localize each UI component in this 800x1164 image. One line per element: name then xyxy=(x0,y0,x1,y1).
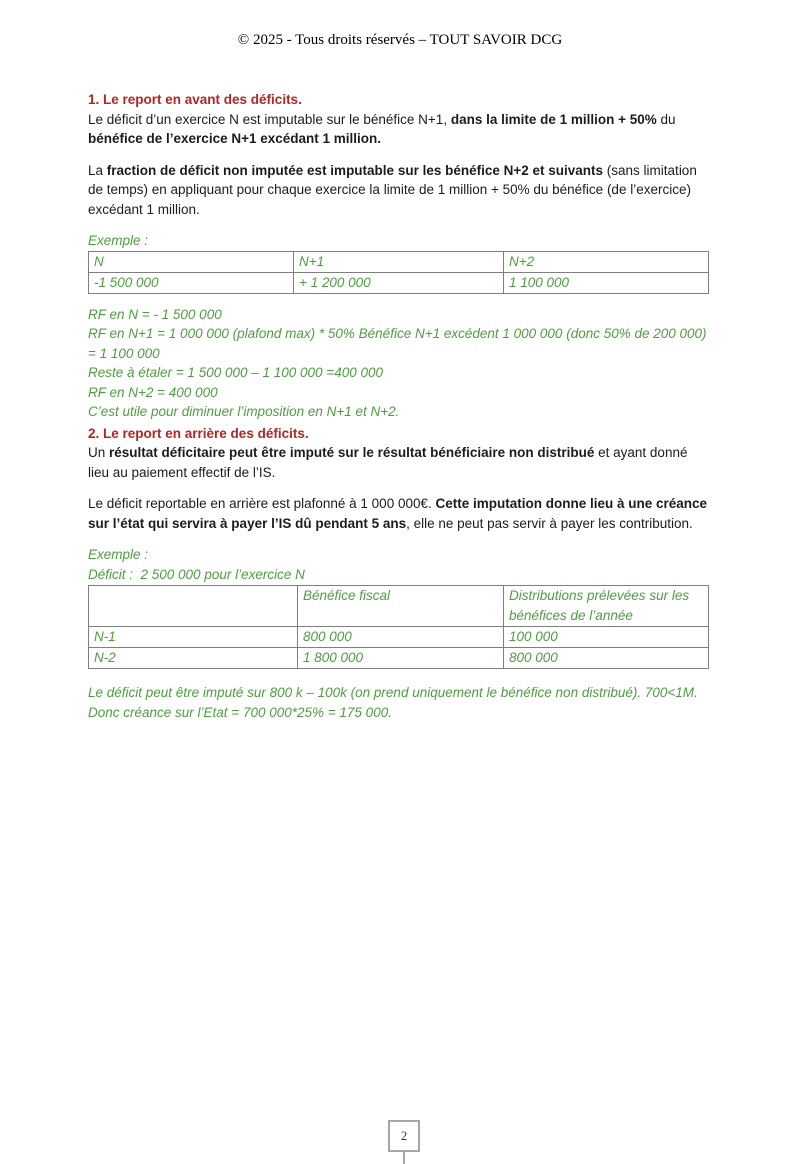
section1-deficits-table xyxy=(88,251,709,294)
note-line: C’est utile pour diminuer l’imposition en N+1 et N+2. xyxy=(88,404,400,419)
bold-run: Cette imputation donne lieu à une créance sur l’état qui servira à payer l’IS dû pendant 5 ans xyxy=(88,496,708,531)
table-cell: 800 000 xyxy=(298,627,504,648)
table-header-cell: Distributions prélevées sur les bénéfices de l’année xyxy=(504,586,709,627)
text-run: (sans limitation de temps) en appliquant pour chaque exercice la limite de 1 million + 50% du bénéfice (de l’exercice) excédant 1 million. xyxy=(88,162,697,217)
section1-notes xyxy=(88,305,710,422)
section1-heading: 1. Le report en avant des déficits. xyxy=(88,92,302,107)
text-run: Un xyxy=(88,445,110,460)
note-line: Reste à étaler = 1 500 000 – 1 100 000 =400 000 xyxy=(88,365,383,380)
table-cell: 1 100 000 xyxy=(504,272,709,293)
document-content xyxy=(88,90,710,722)
section2-heading: 2. Le report en arrière des déficits. xyxy=(88,425,309,441)
table-header-cell: N+2 xyxy=(504,251,709,272)
table-row xyxy=(89,627,709,648)
table-cell: + 1 200 000 xyxy=(294,272,504,293)
table-cell: 1 800 000 xyxy=(298,648,504,669)
table-header-row xyxy=(89,586,709,627)
bold-run: bénéfice de l’exercice N+1 excédant 1 million. xyxy=(88,131,382,146)
text-run: et ayant donné lieu au paiement effectif de l’IS. xyxy=(88,445,688,480)
page-number-box xyxy=(388,1120,420,1152)
table-header-cell: Bénéfice fiscal xyxy=(298,586,504,627)
table-header-cell: N+1 xyxy=(294,251,504,272)
text-run: , elle ne peut pas servir à payer les contribution. xyxy=(406,515,693,531)
note-line: RF en N+1 = 1 000 000 (plafond max) * 50% Bénéfice N+1 excédent 1 000 000 (donc 50% de 200 000) = 1 100 000 xyxy=(88,326,707,361)
section2-paragraph-1 xyxy=(88,443,710,482)
section1-example-label: Exemple : xyxy=(88,233,149,248)
table-header-cell xyxy=(89,586,298,627)
document-page xyxy=(0,32,800,1164)
section1-paragraph-2 xyxy=(88,161,710,220)
note-line: RF en N+2 = 400 000 xyxy=(88,384,218,400)
note-line: RF en N = - 1 500 000 xyxy=(88,306,222,322)
bold-run: dans la limite de 1 million + 50% xyxy=(450,111,657,127)
section2-deficit-line: Déficit : 2 500 000 pour l’exercice N xyxy=(88,566,305,582)
text-run: La xyxy=(88,162,107,178)
table-cell: 100 000 xyxy=(504,627,709,648)
note-line: Donc créance sur l’Etat = 700 000*25% = 175 000. xyxy=(88,704,392,720)
table-header-row xyxy=(89,251,709,272)
table-cell: -1 500 000 xyxy=(89,272,294,293)
bold-run: résultat déficitaire peut être imputé sur le résultat bénéficiaire non distribué xyxy=(109,445,595,460)
text-run: Le déficit d’un exercice N est imputable sur le bénéfice N+1, xyxy=(88,111,451,127)
note-line: Le déficit peut être imputé sur 800 k – 100k (on prend uniquement le bénéfice non distribué). 700<1M. xyxy=(88,685,698,700)
section1-paragraph-1 xyxy=(88,110,710,149)
text-run: du xyxy=(656,111,676,127)
page-number-connector-line xyxy=(403,1152,405,1164)
section2-example-label: Exemple : xyxy=(88,547,149,562)
section2-carryback-table xyxy=(88,585,709,669)
copyright-line: © 2025 - Tous droits réservés – TOUT SAVOIR DCG xyxy=(237,32,563,48)
table-row xyxy=(89,648,709,669)
table-cell: N-1 xyxy=(89,627,298,648)
bold-run: fraction de déficit non imputée est imputable sur les bénéfice N+2 et suivants xyxy=(106,162,604,178)
table-cell: 800 000 xyxy=(504,648,709,669)
table-cell: N-2 xyxy=(89,648,298,669)
table-header-cell: N xyxy=(89,251,294,272)
section2-paragraph-2 xyxy=(88,494,710,533)
section2-notes xyxy=(88,683,710,722)
page-number: 2 xyxy=(400,1128,408,1143)
text-run: Le déficit reportable en arrière est plafonné à 1 000 000€. xyxy=(88,496,436,511)
table-row xyxy=(89,272,709,293)
